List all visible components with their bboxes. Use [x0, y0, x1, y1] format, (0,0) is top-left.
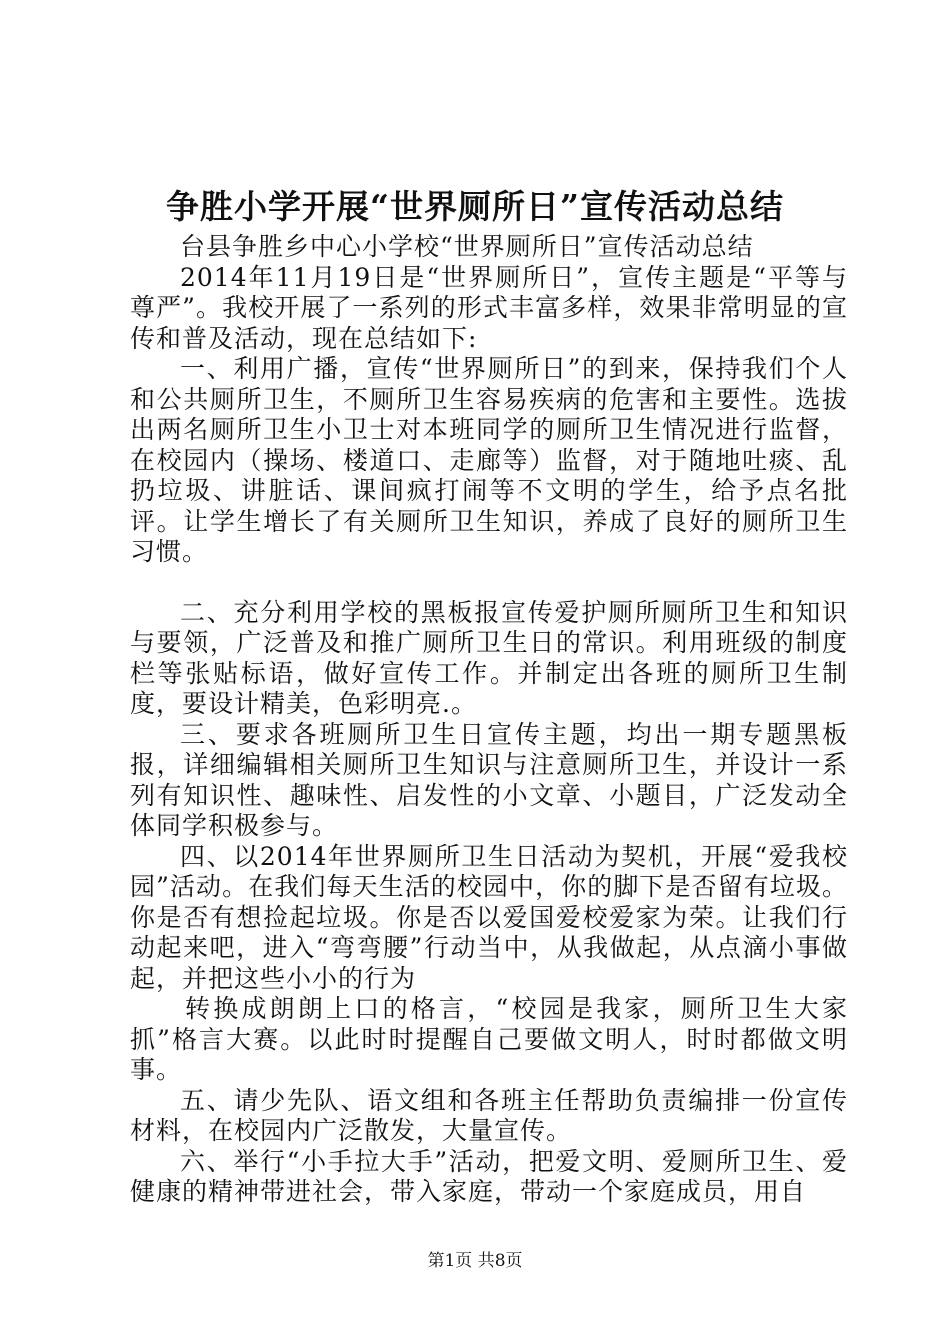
paragraph-section-4: 四、以2014年世界厕所卫生日活动为契机，开展“爱我校园”活动。在我们每天生活的校园中，你的脚下是否留有垃圾。你是否有想捡起垃圾。你是否以爱国爱校爱家为荣。让我们行动起来吧，进入“弯弯腰”行动当中，从我做起，从点滴小事做起，并把这些小小的行为 [130, 841, 848, 993]
document-title: 争胜小学开展“世界厕所日”宣传活动总结 [166, 187, 784, 226]
paragraph-section-3: 三、要求各班厕所卫生日宣传主题，均出一期专题黑板报，详细编辑相关厕所卫生知识与注意厕所卫生，并设计一系列有知识性、趣味性、启发性的小文章、小题目，广泛发动全体同学积极参与。 [130, 719, 848, 840]
document-body [130, 232, 848, 1208]
paragraph-section-5: 五、请少先队、语文组和各班主任帮助负责编排一份宣传材料，在校园内广泛散发，大量宣传。 [130, 1085, 848, 1145]
paragraph-section-4-continued: 转换成朗朗上口的格言，“校园是我家，厕所卫生大家抓”格言大赛。以此时时提醒自己要做文明人，时时都做文明事。 [130, 994, 848, 1084]
paragraph-section-1: 一、利用广播，宣传“世界厕所日”的到来，保持我们个人和公共厕所卫生，不厕所卫生容易疾病的危害和主要性。选拔出两名厕所卫生小卫士对本班同学的厕所卫生情况进行监督，在校园内（操场、楼道口、走廊等）监督，对于随地吐痰、乱扔垃圾、讲脏话、课间疯打闹等不文明的学生，给予点名批评。让学生增长了有关厕所卫生知识，养成了良好的厕所卫生习惯。 [130, 354, 848, 566]
paragraph-section-2: 二、充分利用学校的黑板报宣传爱护厕所厕所卫生和知识与要领，广泛普及和推广厕所卫生日的常识。利用班级的制度栏等张贴标语，做好宣传工作。并制定出各班的厕所卫生制度，要设计精美，色彩明亮.。 [130, 597, 848, 718]
page-footer: 第1页 共8页 [427, 1251, 523, 1271]
paragraph-section-6: 六、举行“小手拉大手”活动，把爱文明、爱厕所卫生、爱健康的精神带进社会，带入家庭，带动一个家庭成员，用自 [130, 1146, 848, 1206]
paragraph-intro: 2014年11月19日是“世界厕所日”，宣传主题是“平等与尊严”。我校开展了一系列的形式丰富多样，效果非常明显的宣传和普及活动，现在总结如下: [130, 262, 848, 353]
paragraph-subtitle: 台县争胜乡中心小学校“世界厕所日”宣传活动总结 [180, 232, 754, 261]
